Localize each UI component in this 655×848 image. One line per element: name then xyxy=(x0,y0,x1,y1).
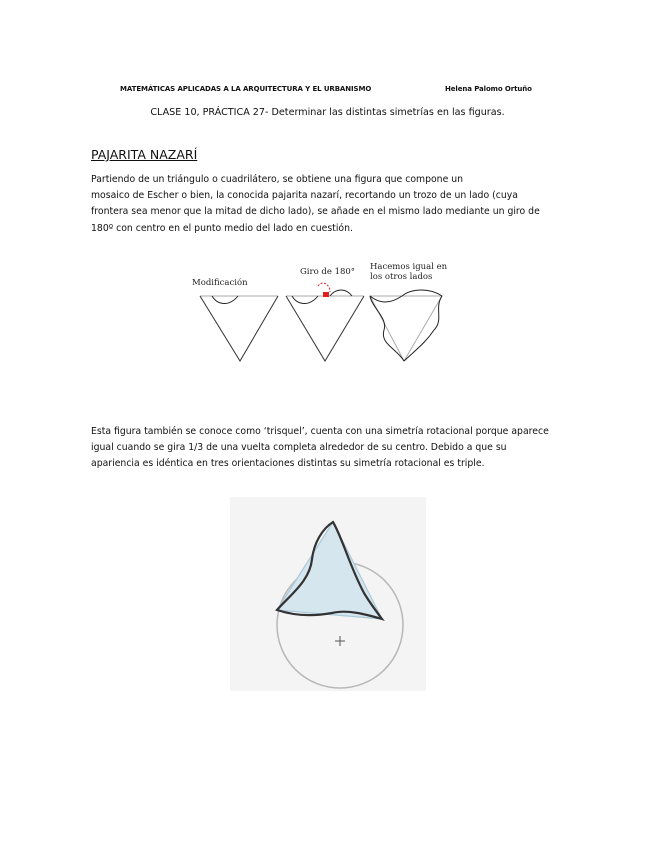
label-modification: Modificación xyxy=(192,278,248,288)
section-title: PAJARITA NAZARÍ xyxy=(91,147,198,162)
triangle-complete xyxy=(370,290,442,361)
label-same-1: Hacemos igual en xyxy=(370,262,448,272)
paragraph-line: apariencia es idéntica en tres orientaciones distintas su simetría rotacional es triple. xyxy=(91,458,485,470)
label-rotation: Giro de 180° xyxy=(300,267,356,277)
base-triangle xyxy=(277,522,382,619)
paragraph-line: 180º con centro en el punto medio del lado en cuestión. xyxy=(91,222,353,234)
triangle-rotated xyxy=(286,283,364,361)
center-cross-icon xyxy=(335,636,345,646)
paragraph-line: Partiendo de un triángulo o cuadrilátero, se obtiene una figura que compone un xyxy=(91,174,464,185)
header-course: MATEMÁTICAS APLICADAS A LA ARQUITECTURA Y EL URBANISMO xyxy=(120,85,372,93)
paragraph-line: igual cuando se gira 1/3 de una vuelta completa alrededor de su centro. Debido a que su xyxy=(91,442,507,454)
paragraph-line: frontera sea menor que la mitad de dicho lado), se añade en el mismo lado mediante un giro de xyxy=(91,206,540,218)
triangle-modified xyxy=(200,296,278,361)
label-same-2: los otros lados xyxy=(370,272,433,282)
header-author: Helena Palomo Ortuño xyxy=(445,85,532,93)
construction-figure xyxy=(190,258,450,368)
paragraph-symmetry xyxy=(91,424,571,473)
page-subtitle: CLASE 10, PRÁCTICA 27- Determinar las distintas simetrías en las figuras. xyxy=(150,107,505,118)
paragraph-line: mosaico de Escher o bien, la conocida pajarita nazarí, recortando un trozo de un lado (cuya xyxy=(91,190,518,202)
paragraph-intro xyxy=(91,172,571,237)
paragraph-line: Esta figura también se conoce como ‘trisquel’, cuenta con una simetría rotacional porque aparece xyxy=(91,426,549,437)
trisquel-figure xyxy=(230,497,426,691)
